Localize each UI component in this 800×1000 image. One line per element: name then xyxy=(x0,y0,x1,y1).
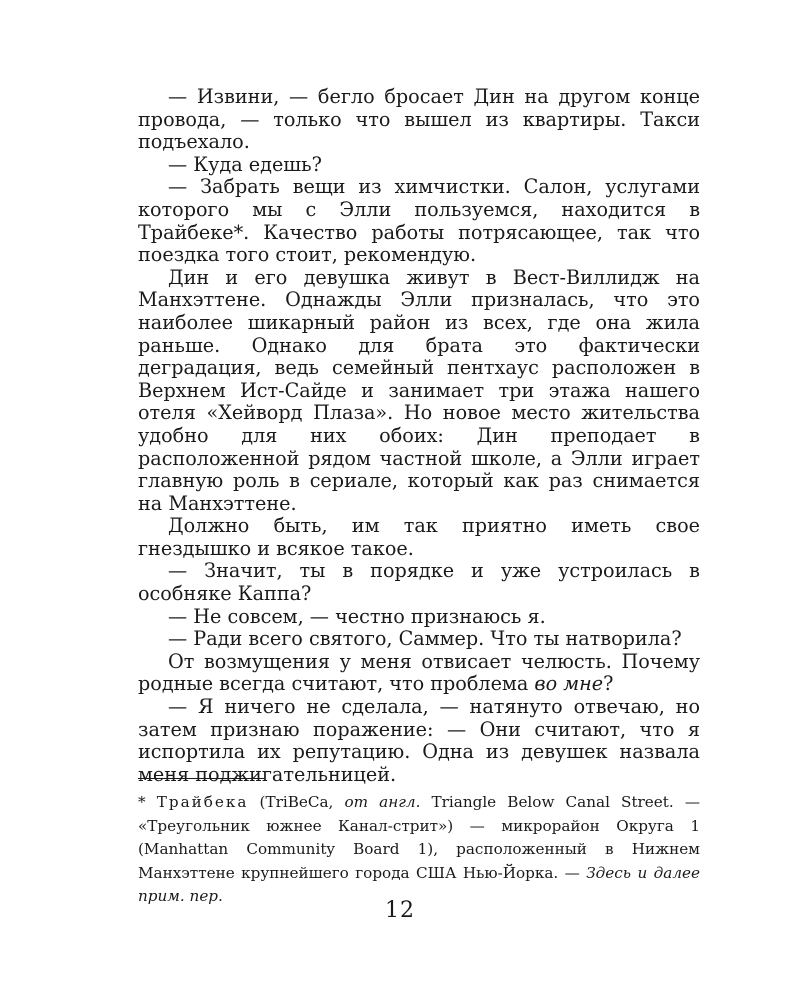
footnote-text: (TriBeCa, xyxy=(248,793,345,811)
paragraph: — Куда едешь? xyxy=(168,152,322,176)
paragraph: Дин и его девушка живут в Вест-Виллидж на Манхэттене. Однажды Элли призналась, что это наиболее шикарный район из всех, где она жила раньше. Однако для брата это фактически деградация, ведь семейный пентхаус расположен в Верхнем Ист-Сайде и занимает три этажа нашего отеля «Хейворд Плаза». Но новое место жительства удобно для них обоих: Дин преподает в расположенной рядом частной школе, а Элли играет главную роль в сериале, который как раз снимается на Манхэттене. xyxy=(138,265,700,515)
page-number: 12 xyxy=(385,898,415,923)
footnote-marker: * xyxy=(138,793,157,811)
paragraph-text: ? xyxy=(603,672,614,696)
paragraph: — Извини, — бегло бросает Дин на другом конце провода, — только что вышел из квартиры. Такси подъехало. xyxy=(138,85,700,154)
footnote xyxy=(138,791,700,909)
emphasis: во мне xyxy=(534,672,604,696)
main-text xyxy=(138,86,700,786)
footnote-italic: Здесь и далее прим. пер. xyxy=(138,863,700,905)
footnote-text: Triangle Below Canal Street. — «Треугольник южнее Канал-стрит») — микрорайон Округа 1 (Manhattan Community Board 1), расположенный в Нижнем Манхэттене крупнейшего города США Нью-Йорка. — xyxy=(138,793,701,882)
paragraph-text: От возмущения у меня отвисает челюсть. Почему родные всегда считают, что проблема xyxy=(138,649,700,696)
footnote-term: Трайбека xyxy=(156,793,249,811)
paragraph: — Забрать вещи из химчистки. Салон, услугами которого мы с Элли пользуемся, находится в Трайбеке*. Качество работы потрясающее, так что поездка того стоит, рекомендую. xyxy=(138,175,700,267)
paragraph: — Я ничего не сделала, — натянуто отвечаю, но затем признаю поражение: — Они считают, что я испортила их репутацию. Одна из девушек назвала меня поджигательницей. xyxy=(138,695,700,786)
paragraph: — Не совсем, — честно признаюсь я. xyxy=(168,604,546,628)
footnote-italic: от англ. xyxy=(344,793,421,811)
paragraph: — Ради всего святого, Саммер. Что ты натворила? xyxy=(168,627,682,651)
paragraph xyxy=(138,651,700,696)
paragraph: — Значит, ты в порядке и уже устроилась в особняке Каппа? xyxy=(138,559,700,606)
footnote-divider xyxy=(138,778,264,779)
paragraph: Должно быть, им так приятно иметь свое гнездышко и всякое такое. xyxy=(138,514,700,560)
